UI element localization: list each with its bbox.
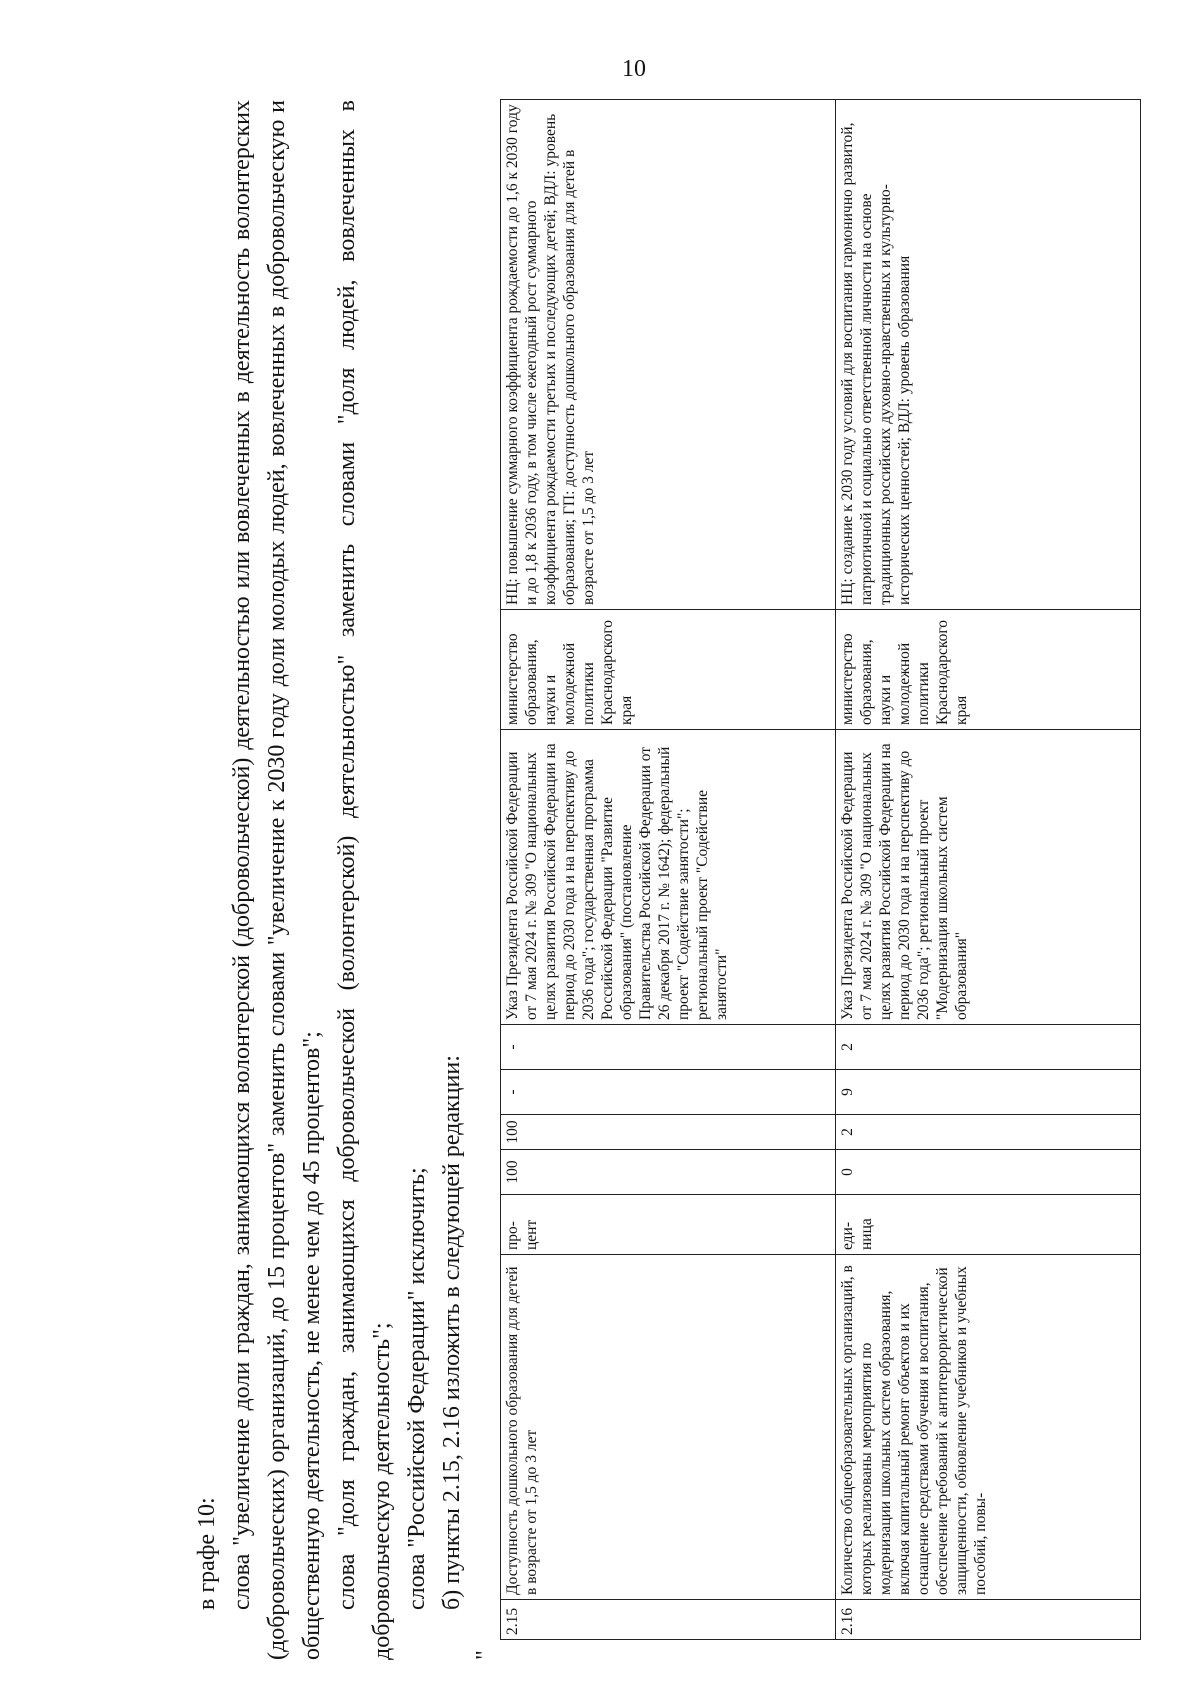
items-heading: б) пункты 2.15, 2.16 изложить в следующей редакции: [439,1055,465,1610]
rotated-sheet [160,100,1060,1660]
replacement-paragraph-1: слова "увеличение доли граждан, занимающихся волонтерской (добровольческой) деятельностью или вовлеченных в деятельность волонтерских (добровольческих) организаций, до 15 процентов" заменить словами "увеличение к 2030 году доли молодых людей, вовлеченных в добровольческую и общественную деятельность, не менее чем до 45 процентов"; [229,100,325,1660]
indicator-name: Доступность дошкольного образования для детей в возрасте от 1,5 до 3 лет [501,1255,836,1600]
value-cell: - [501,1070,836,1115]
indicator-name: Количество общеобразовательных организаций, в которых реализованы мероприятия по модернизации школьных систем образования, включая капитальный ремонт объектов и их оснащение средствами обучения и воспитания, обеспечение требований к антитеррористической защищенности, обновление учебников и учебных пособий, повы- [836,1255,1141,1600]
legal-basis: Указ Президента Российской Федерации от 7 мая 2024 г. № 309 "О национальных целях развития Российской Федерации на период до 2030 года и на перспективу до 2036 года"; региональный проект "Модернизация школьных систем образования" [836,730,1141,1025]
column-10-heading: в графе 10: [194,1497,220,1610]
value-cell: 9 [836,1070,1141,1115]
national-goals: НЦ: создание к 2030 году условий для воспитания гармонично развитой, патриотичной и социально ответственной личности на основе традиционных российских духовно-нравственных и культурно-исторических ценностей; ВДЛ: уровень образования [836,100,1141,610]
table-row [501,100,836,1640]
replacement-paragraph-2: слова "доля граждан, занимающихся добровольческой (волонтерской) деятельностью" заменить словами "доля людей, вовлеченных в добровольческую деятельность"; [334,100,395,1660]
value-cell: 2 [836,1115,1141,1150]
value-cell: 0 [836,1150,1141,1195]
unit-of-measure: еди-ница [836,1195,1141,1255]
amendment-text [190,100,470,1660]
legal-basis: Указ Президента Российской Федерации от 7 мая 2024 г. № 309 "О национальных целях развития Российской Федерации на период до 2030 года и на перспективу до 2036 года"; государственная программа Российской Федерации "Развитие образования" (постановление Правительства Российской Федерации от 26 декабря 2017 г. № 1642); федеральный проект "Содействие занятости"; региональный проект "Содействие занятости" [501,730,836,1025]
row-number: 2.15 [501,1600,836,1640]
value-cell: 2 [836,1025,1141,1070]
exclusion-paragraph: слова "Российской Федерации" исключить; [404,1167,430,1610]
table-open-quote: " [472,1650,498,1660]
responsible-body: министерство образования, науки и молодежной политики Краснодарского края [501,610,836,730]
table-row [836,100,1141,1640]
page-number: 10 [622,56,646,82]
row-number: 2.16 [836,1600,1141,1640]
indicators-table [500,99,1141,1640]
value-cell: - [501,1025,836,1070]
national-goals: НЦ: повышение суммарного коэффициента рождаемости до 1,6 к 2030 году и до 1,8 к 2036 году, в том числе ежегодный рост суммарного коэффициента рождаемости третьих и последующих детей; ВДЛ: уровень образования; ГП: доступность дошкольного образования для детей в возрасте от 1,5 до 3 лет [501,100,836,610]
unit-of-measure: про-цент [501,1195,836,1255]
value-cell: 100 [501,1150,836,1195]
value-cell: 100 [501,1115,836,1150]
responsible-body: министерство образования, науки и молодежной политики Краснодарского края [836,610,1141,730]
